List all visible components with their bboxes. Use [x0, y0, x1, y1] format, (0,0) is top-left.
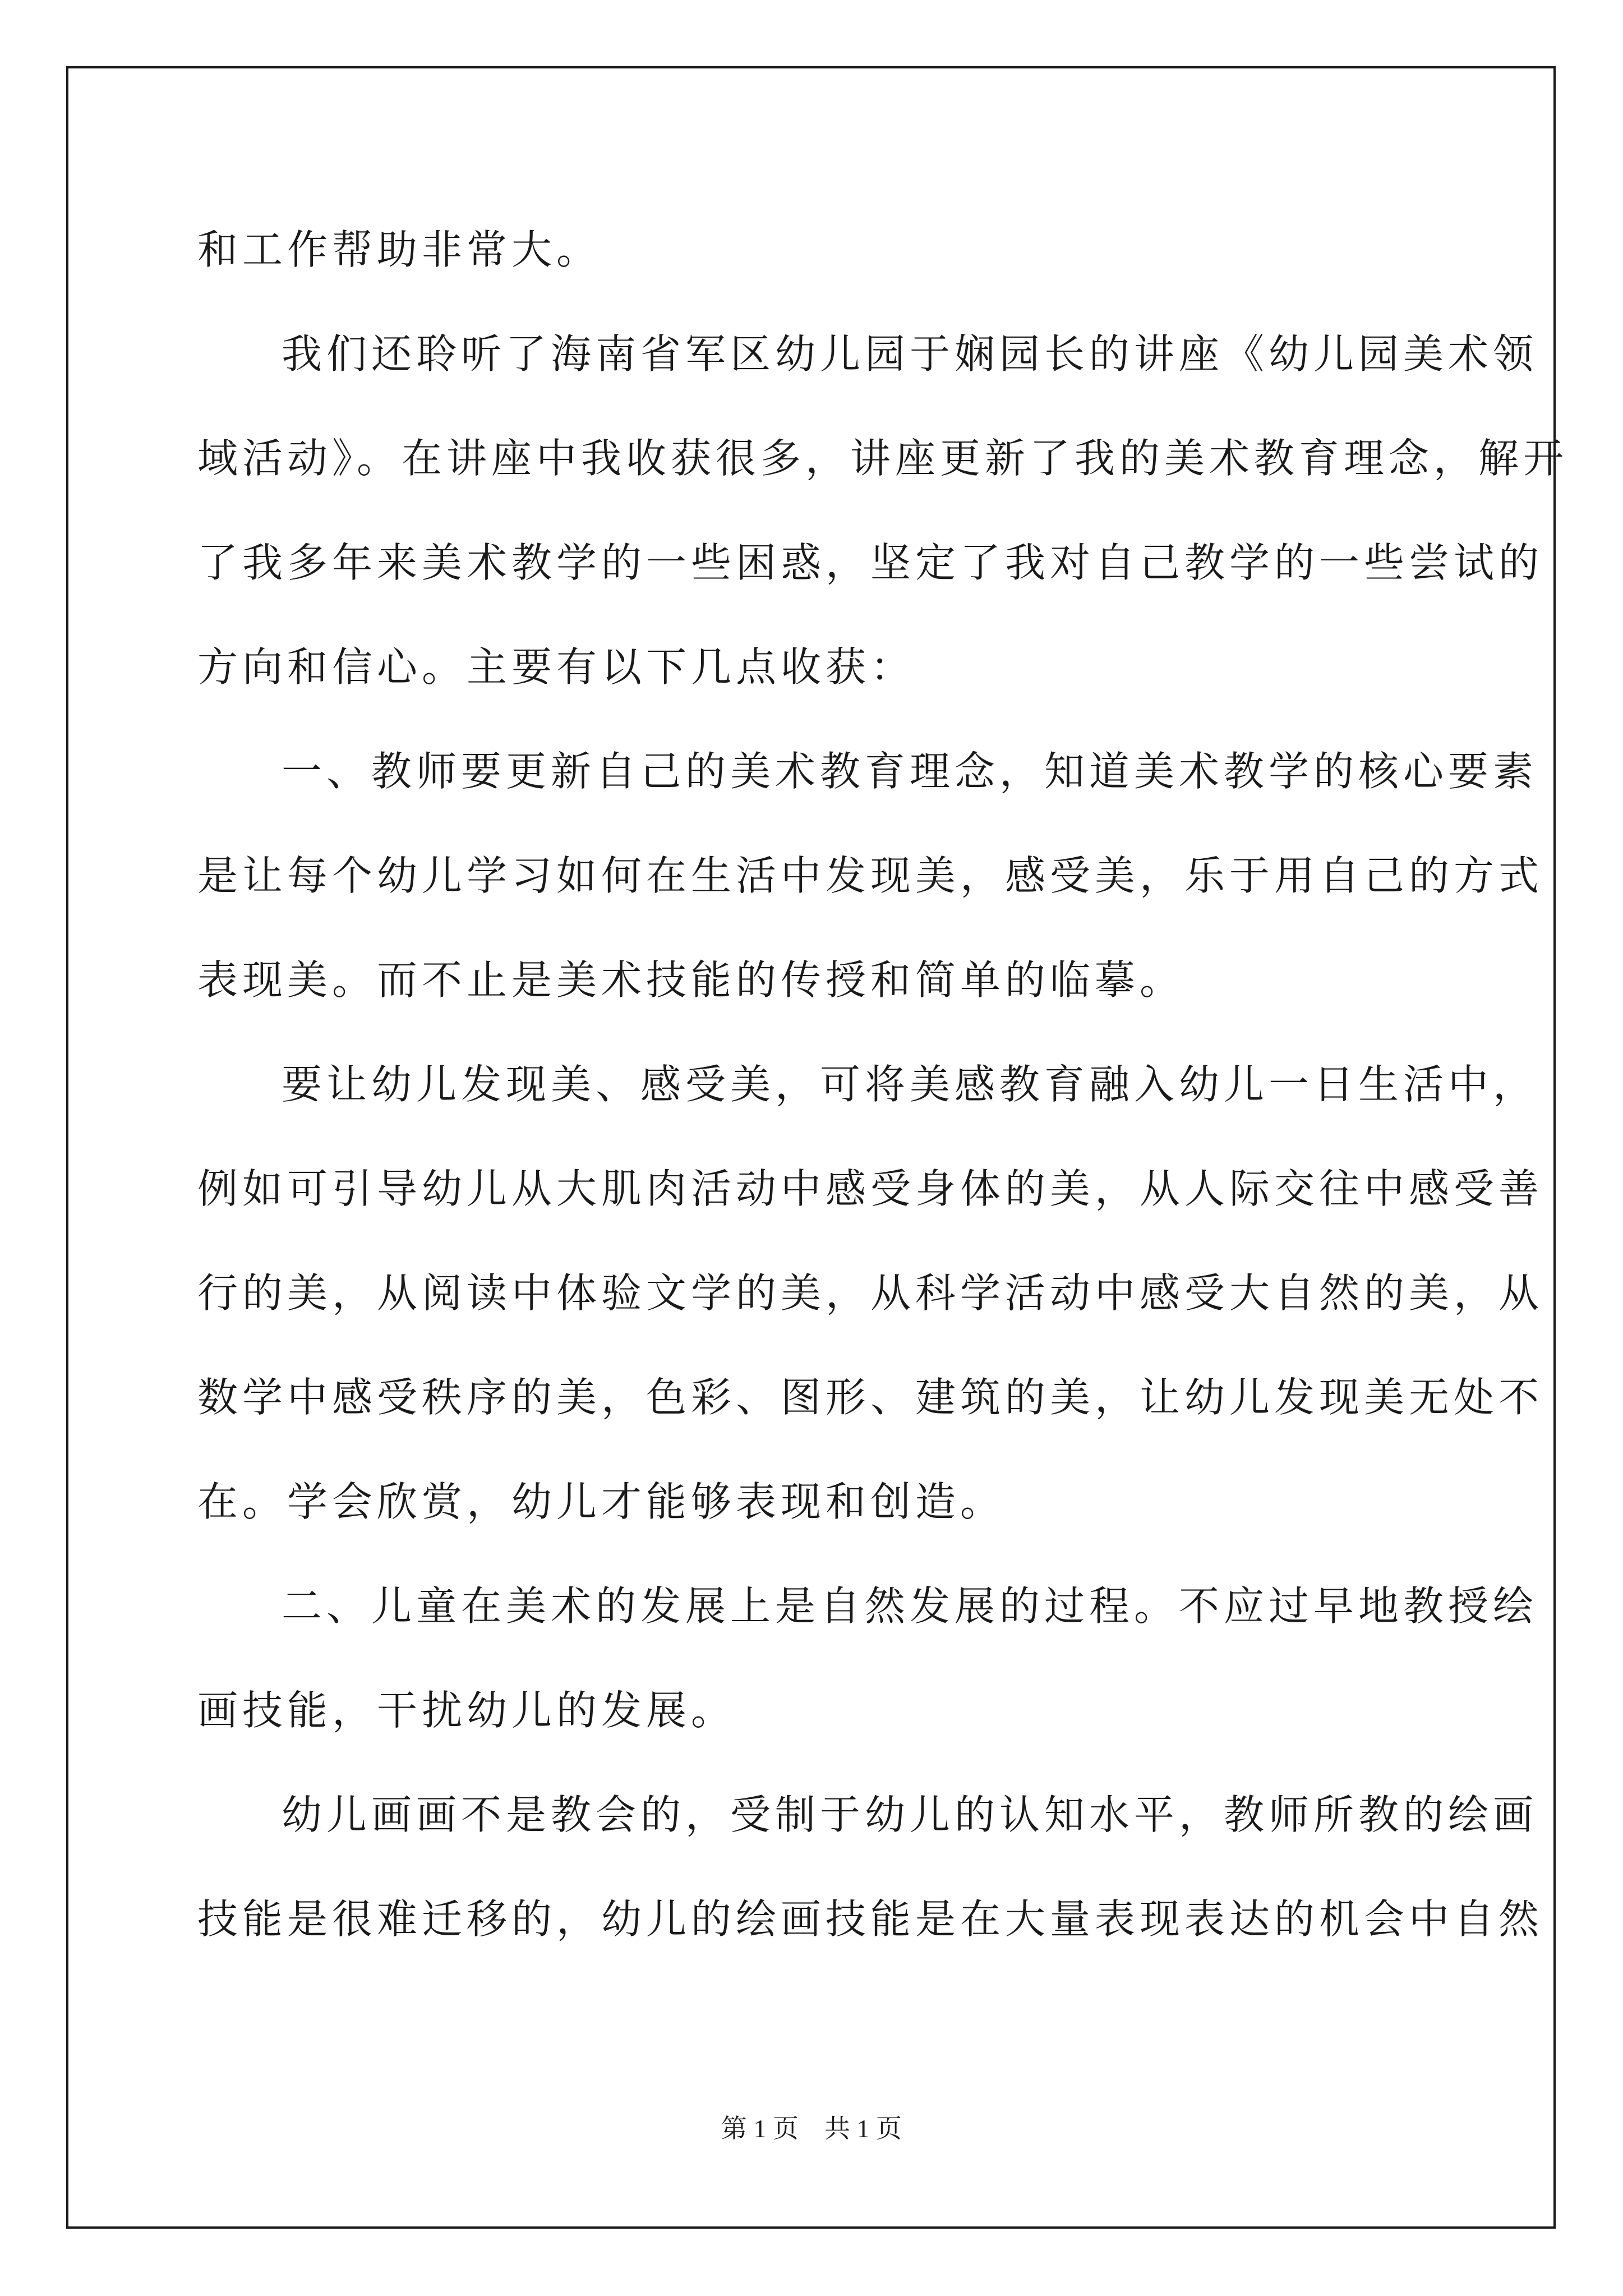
text-line: 幼儿画画不是教会的，受制于幼儿的认知水平，教师所教的绘画	[282, 1791, 1538, 1838]
document-body	[197, 197, 1569, 1971]
text-line: 画技能，干扰幼儿的发展。	[197, 1687, 736, 1734]
page-number: 第 1 页	[721, 2114, 799, 2143]
text-line: 和工作帮助非常大。	[197, 226, 602, 273]
page-footer	[0, 2108, 1623, 2145]
text-line: 表现美。而不止是美术技能的传授和简单的临摹。	[197, 956, 1185, 1004]
text-line: 二、儿童在美术的发展上是自然发展的过程。不应过早地教授绘	[282, 1582, 1538, 1630]
text-line: 是让每个幼儿学习如何在生活中发现美，感受美，乐于用自己的方式	[197, 852, 1544, 899]
text-line: 了我多年来美术教学的一些困惑，坚定了我对自己教学的一些尝试的	[197, 539, 1544, 586]
text-line: 技能是很难迁移的，幼儿的绘画技能是在大量表现表达的机会中自然	[197, 1895, 1544, 1943]
text-line: 在。学会欣赏，幼儿才能够表现和创造。	[197, 1478, 1006, 1525]
text-line: 一、教师要更新自己的美术教育理念，知道美术教学的核心要素	[282, 748, 1538, 795]
text-line: 域活动》。在讲座中我收获很多，讲座更新了我的美术教育理念，解开	[197, 435, 1569, 482]
text-line: 例如可引导幼儿从大肌肉活动中感受身体的美，从人际交往中感受善	[197, 1165, 1544, 1212]
text-line: 数学中感受秩序的美，色彩、图形、建筑的美，让幼儿发现美无处不	[197, 1374, 1544, 1421]
text-line: 行的美，从阅读中体验文学的美，从科学活动中感受大自然的美，从	[197, 1269, 1544, 1317]
text-line: 方向和信心。主要有以下几点收获：	[197, 643, 916, 691]
text-line: 要让幼儿发现美、感受美，可将美感教育融入幼儿一日生活中，	[282, 1061, 1538, 1108]
text-line: 我们还聆听了海南省军区幼儿园于娴园长的讲座《幼儿园美术领	[282, 330, 1538, 378]
page-total: 共 1 页	[824, 2114, 902, 2143]
